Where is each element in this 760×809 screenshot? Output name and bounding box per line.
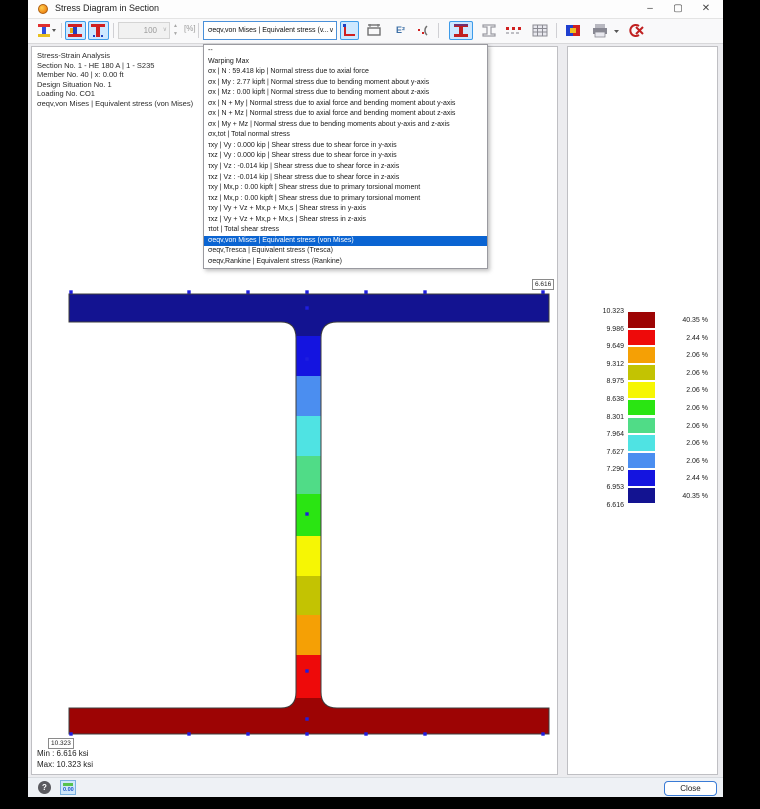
legend-percent: 40.35 %	[682, 317, 708, 324]
stress-bands	[62, 293, 557, 735]
stress-diagram-dialog	[28, 0, 723, 797]
legend-percent: 2.06 %	[686, 422, 708, 430]
stress-points-icon	[90, 23, 107, 38]
legend-percent: 2.44 %	[686, 334, 708, 342]
stress-combobox[interactable]	[203, 21, 337, 40]
print-button[interactable]	[589, 21, 611, 40]
cancel-view-button[interactable]	[624, 21, 648, 40]
close-button[interactable]: Close	[664, 781, 717, 796]
dropdown-item[interactable]: τxz | Vy : 0.000 kip | Shear stress due to shear force in y-axis	[208, 152, 397, 160]
dropdown-item[interactable]: τxy | Mx,p : 0.00 kipft | Shear stress due to primary torsional moment	[208, 184, 421, 192]
maximize-icon[interactable]: ▢	[673, 3, 683, 14]
ibeam-outline-icon	[481, 23, 497, 38]
axes-toggle[interactable]	[340, 21, 359, 40]
legend-value: 7.964	[606, 431, 624, 439]
legend-values	[572, 303, 624, 514]
dropdown-item[interactable]: σx | My : 2.77 kipft | Normal stress due to bending moment about y-axis	[208, 78, 430, 86]
color-scale-icon	[564, 23, 583, 38]
units-settings-icon[interactable]	[60, 780, 76, 795]
print-menu-arrow[interactable]	[612, 21, 621, 40]
dropdown-item[interactable]: τxz | Vy + Vz + Mx,p + Mx,s | Shear stress in z-axis	[208, 215, 367, 223]
legend-percent: 40.35 %	[682, 492, 708, 500]
toolbar	[28, 19, 723, 44]
dropdown-item[interactable]: τxy | Vy : 0.000 kip | Shear stress due to shear force in y-axis	[208, 141, 397, 149]
app-icon	[38, 4, 48, 14]
table-grid-icon	[531, 23, 549, 38]
legend-color-swatch	[628, 488, 655, 504]
legend-value: 10.323	[602, 308, 624, 315]
legend-color-swatch	[628, 453, 655, 469]
chevron-down-icon	[613, 23, 620, 38]
dropdown-item[interactable]: σeqv,Tresca | Equivalent stress (Tresca)	[208, 247, 333, 255]
legend-percent: 2.06 %	[686, 369, 708, 377]
min-line: Min : 6.616 ksi	[37, 749, 89, 758]
stress-dropdown-list	[203, 44, 488, 269]
values-on-diagram-button[interactable]	[502, 21, 525, 40]
title-bar	[28, 0, 723, 19]
dropdown-item[interactable]: σeqv,Rankine | Equivalent stress (Rankine)	[208, 257, 343, 265]
ibeam-filled-icon	[451, 23, 471, 38]
analysis-info-line: Stress-Strain Analysis	[37, 51, 110, 60]
e-squared-icon: E²	[396, 25, 405, 35]
stress-diagram-icon	[67, 23, 84, 38]
legend-percent: 2.06 %	[686, 352, 708, 360]
zoom-select[interactable]	[118, 22, 170, 39]
max-stress-tag: 10.323	[48, 738, 74, 749]
stress-diagram-toggle[interactable]	[65, 21, 86, 40]
legend-value: 9.312	[606, 360, 624, 368]
dropdown-item[interactable]: τxz | Vz : -0.014 kip | Shear stress due to shear force in z-axis	[208, 173, 400, 181]
legend-panel	[567, 46, 718, 775]
min-stress-tag: 6.616	[532, 279, 554, 290]
analysis-info-line: σeqv,von Mises | Equivalent stress (von Mises)	[37, 98, 194, 108]
analysis-info-line: Design Situation No. 1	[37, 79, 112, 89]
legend-value: 9.986	[606, 325, 624, 333]
legend-color-swatch	[628, 312, 655, 328]
section-values-button[interactable]	[413, 21, 434, 40]
legend-value: 7.290	[606, 466, 624, 474]
analysis-info-line: Loading No. CO1	[37, 89, 95, 98]
diagram-filled-toggle[interactable]	[449, 21, 473, 40]
result-table-button[interactable]	[529, 21, 551, 40]
dropdown-item[interactable]: σx | N + Mz | Normal stress due to axial force and bending moment about z-axis	[208, 110, 456, 118]
legend-percent: 2.06 %	[686, 404, 708, 412]
result-values-icon	[504, 23, 523, 38]
legend-value: 6.953	[606, 483, 624, 491]
legend-percent: 2.44 %	[686, 475, 708, 483]
red-x-magnifier-icon	[626, 23, 646, 38]
legend-color-swatch	[628, 435, 655, 451]
legend-percent: 2.06 %	[686, 440, 708, 448]
legend-percent: 2.06 %	[686, 387, 708, 395]
legend-value: 7.627	[606, 448, 624, 456]
dimensions-button[interactable]	[364, 21, 384, 40]
diagram-outline-button[interactable]	[479, 21, 499, 40]
ibeam-color-icon	[36, 23, 56, 38]
close-window-icon[interactable]: ✕	[701, 3, 711, 14]
units-icon-bar	[63, 783, 73, 786]
legend-color-swatch	[628, 400, 655, 416]
stress-type-button[interactable]	[35, 21, 57, 40]
legend-value: 8.301	[606, 413, 624, 421]
zoom-unit-label: [%]	[184, 24, 196, 33]
legend-color-swatch	[628, 330, 655, 346]
dropdown-item[interactable]: σx | My + Mz | Normal stress due to bending moments about y-axis and z-axis	[208, 120, 450, 128]
dropdown-item[interactable]: σx | N + My | Normal stress due to axial force and bending moment about y-axis	[208, 99, 456, 107]
analysis-info-line: Section No. 1 - HE 180 A | 1 - S235	[37, 60, 155, 70]
dropdown-item[interactable]: σeqv,von Mises | Equivalent stress (von Mises)	[204, 236, 487, 247]
legend-swatches	[628, 312, 655, 506]
legend-value: 6.616	[606, 501, 624, 509]
help-icon[interactable]: ?	[38, 781, 51, 794]
minimize-icon[interactable]: –	[647, 3, 653, 14]
dropdown-item[interactable]: τtot | Total shear stress	[208, 226, 279, 234]
stress-combobox-value: σeqv,von Mises | Equivalent stress (v...	[208, 27, 329, 34]
legend-color-swatch	[628, 365, 655, 381]
window-title: Stress Diagram in Section	[55, 3, 160, 13]
dropdown-item[interactable]: τxy | Vy + Vz + Mx,p + Mx,s | Shear stress in y-axis	[208, 205, 367, 213]
dropdown-item[interactable]: τxz | Mx,p : 0.00 kipft | Shear stress due to primary torsional moment	[208, 194, 421, 202]
analysis-info-line: Member No. 40 | x: 0.00 ft	[37, 70, 124, 79]
e-modulus-button[interactable]	[391, 21, 410, 40]
dropdown-item[interactable]: σx | Mz : 0.00 kipft | Normal stress due to bending moment about z-axis	[208, 89, 430, 97]
dropdown-item[interactable]: --	[208, 47, 213, 54]
legend-color-swatch	[628, 382, 655, 398]
dropdown-item[interactable]: Warping Max	[208, 57, 249, 65]
dropdown-item[interactable]: σx,tot | Total normal stress	[208, 131, 290, 139]
legend-value: 8.975	[606, 378, 624, 386]
legend-color-swatch	[628, 470, 655, 486]
section-values-icon	[415, 23, 432, 38]
minmax-summary	[37, 749, 93, 770]
legend-percentages	[660, 312, 708, 506]
dialog-footer	[28, 777, 723, 797]
legend-value: 8.638	[606, 395, 624, 403]
axes-icon	[342, 23, 357, 38]
stress-points-toggle[interactable]	[88, 21, 109, 40]
dimensions-icon	[366, 23, 382, 38]
legend-percent: 2.06 %	[686, 457, 708, 465]
legend-color-swatch	[628, 347, 655, 363]
dropdown-item[interactable]: τxy | Vz : -0.014 kip | Shear stress due to shear force in z-axis	[208, 163, 400, 171]
chevron-down-icon: ∨	[328, 27, 334, 34]
max-line: Max: 10.323 ksi	[37, 759, 94, 769]
legend-color-swatch	[628, 418, 655, 434]
units-icon-number: 0.00	[63, 787, 74, 793]
chevron-down-icon: ∨	[162, 27, 167, 33]
color-scale-button[interactable]	[562, 21, 585, 40]
zoom-value: 100	[143, 26, 157, 35]
legend-value: 9.649	[606, 343, 624, 351]
zoom-stepper[interactable]: ▲ ▼	[173, 23, 178, 37]
printer-icon	[591, 23, 609, 38]
dropdown-item[interactable]: σx | N : 59.418 kip | Normal stress due to axial force	[208, 68, 369, 76]
